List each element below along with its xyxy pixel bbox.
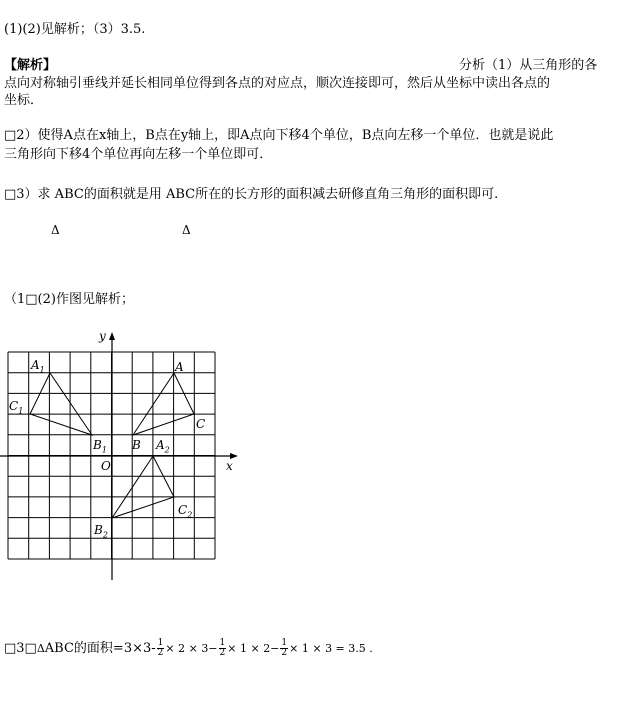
- fraction-half-1: $\frac{1}{2}$: [157, 638, 164, 658]
- analysis-p2-line1: □2）使得A点在x轴上，B点在y轴上，即A点向下移4个单位，B点向左移一个单位．也就是说此: [4, 128, 554, 143]
- area-term3: × 1 × 3 = 3.5 .: [289, 642, 373, 655]
- triangle-abc: [133, 373, 194, 435]
- point-b1-label: $B_1$: [93, 438, 107, 455]
- point-a2-label: $A_2$: [156, 438, 170, 455]
- point-c2-label: $C_2$: [178, 503, 193, 520]
- triangle-a1b1c1: [30, 373, 92, 435]
- area-formula: [4, 638, 373, 660]
- fraction-half-2: $\frac{1}{2}$: [219, 638, 226, 658]
- origin-label: O: [101, 459, 111, 473]
- x-axis-label: x: [226, 459, 233, 473]
- analysis-intro: 分析（1）从三角形的各: [459, 58, 598, 73]
- analysis-p2-line2: 三角形向下移4个单位再向左移一个单位即可．: [4, 147, 273, 162]
- point-b2-label: $B_2$: [94, 523, 108, 540]
- point-c-label: C: [196, 417, 206, 431]
- point-b-label: B: [132, 438, 141, 452]
- delta-symbol-2: Δ: [182, 223, 191, 237]
- analysis-p1-line2: 点向对称轴引垂线并延长相同单位得到各点的对应点，顺次连接即可，然后从坐标中读出各点的: [4, 76, 551, 91]
- area-term1: × 2 × 3−: [165, 642, 218, 655]
- triangle-a2b2c2: [112, 456, 174, 518]
- point-a-label: A: [175, 360, 184, 374]
- y-axis-arrow-icon: [109, 332, 115, 340]
- area-prefix: □3□: [4, 641, 37, 656]
- jiexi-label: 【解析】: [4, 58, 57, 73]
- x-axis: [0, 453, 238, 459]
- answer-line: (1)(2)见解析；（3）3.5.: [4, 22, 146, 37]
- point-a1-label: $A_1$: [31, 358, 45, 375]
- area-label: ABC的面积=3×3-: [44, 641, 156, 656]
- area-delta: Δ: [36, 642, 45, 655]
- point-c1-label: $C_1$: [9, 399, 24, 416]
- analysis-p1-line3: 坐标．: [4, 93, 44, 108]
- part12-text: （1□(2)作图见解析；: [4, 292, 134, 307]
- area-term2: × 1 × 2−: [227, 642, 280, 655]
- analysis-p3: □3）求 ABC的面积就是用 ABC所在的长方形的面积减去研修直角三角形的面积即可.: [4, 187, 499, 202]
- fraction-half-3: $\frac{1}{2}$: [281, 638, 288, 658]
- delta-symbol-1: Δ: [51, 223, 60, 237]
- y-axis-label: y: [99, 329, 106, 343]
